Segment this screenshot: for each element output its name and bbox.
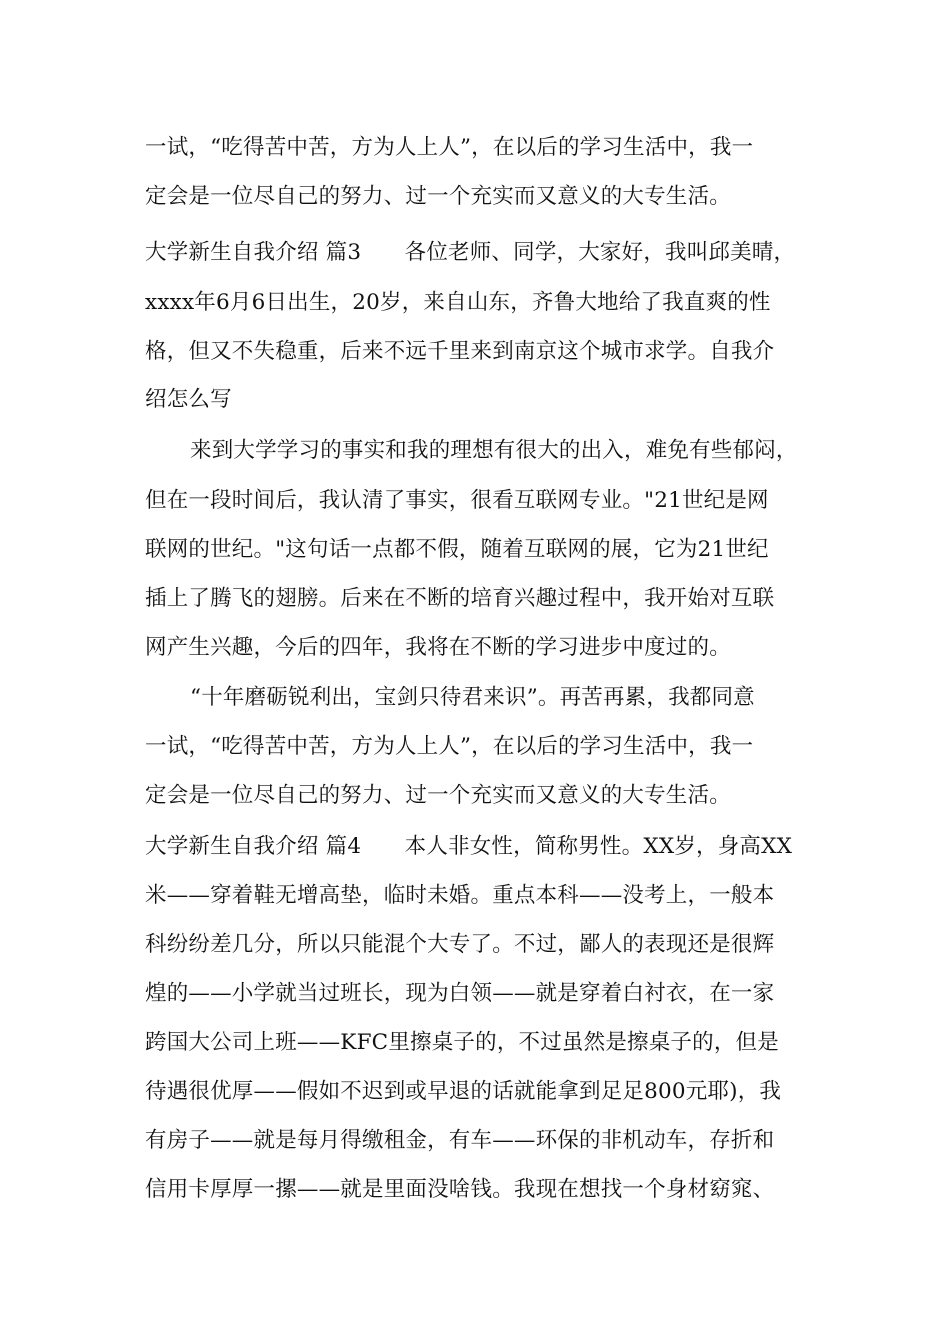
text-line: 有房子——就是每月得缴租金，有车——环保的非机动车，存折和	[145, 1128, 775, 1153]
text-line: 绍怎么写	[145, 387, 232, 412]
text-line: 科纷纷差几分，所以只能混个大专了。不过，鄙人的表现还是很辉	[145, 932, 775, 957]
text-line: 煌的——小学就当过班长，现为白领——就是穿着白衬衣，在一家	[145, 981, 775, 1006]
text-line: 定会是一位尽自己的努力、过一个充实而又意义的大专生活。	[145, 783, 731, 808]
text-line: 米——穿着鞋无增高垫，临时未婚。重点本科——没考上，一般本	[145, 883, 775, 908]
text-line: “十年磨砺锐利出，宝剑只待君来识”。再苦再累，我都同意	[190, 685, 755, 710]
text-line: 大学新生自我介绍 篇4 本人非女性，简称男性。XX岁，身高XX	[145, 834, 793, 859]
text-line: 来到大学学习的事实和我的理想有很大的出入，难免有些郁闷，	[190, 438, 798, 463]
text-line: 格，但又不失稳重，后来不远千里来到南京这个城市求学。自我介	[145, 339, 775, 364]
text-line: 跨国大公司上班——KFC里擦桌子的，不过虽然是擦桌子的，但是	[145, 1030, 779, 1055]
text-line: 但在一段时间后，我认清了事实，很看互联网专业。"21世纪是网	[145, 488, 769, 513]
text-line: 网产生兴趣，今后的四年，我将在不断的学习进步中度过的。	[145, 635, 731, 660]
text-line: 信用卡厚厚一摞——就是里面没啥钱。我现在想找一个身材窈窕、	[145, 1177, 775, 1202]
text-line: 联网的世纪。"这句话一点都不假，随着互联网的展，它为21世纪	[145, 537, 769, 562]
text-line: 定会是一位尽自己的努力、过一个充实而又意义的大专生活。	[145, 184, 731, 209]
text-line: 一试，“吃得苦中苦，方为人上人”，在以后的学习生活中，我一	[145, 135, 754, 160]
text-line: 一试，“吃得苦中苦，方为人上人”，在以后的学习生活中，我一	[145, 734, 754, 759]
text-line: xxxx年6月6日出生，20岁，来自山东，齐鲁大地给了我直爽的性	[145, 290, 771, 315]
text-line: 插上了腾飞的翅膀。后来在不断的培育兴趣过程中，我开始对互联	[145, 586, 775, 611]
text-line: 大学新生自我介绍 篇3 各位老师、同学，大家好，我叫邱美晴，	[145, 240, 796, 265]
text-line: 待遇很优厚——假如不迟到或早退的话就能拿到足足800元耶)，我	[145, 1079, 782, 1104]
